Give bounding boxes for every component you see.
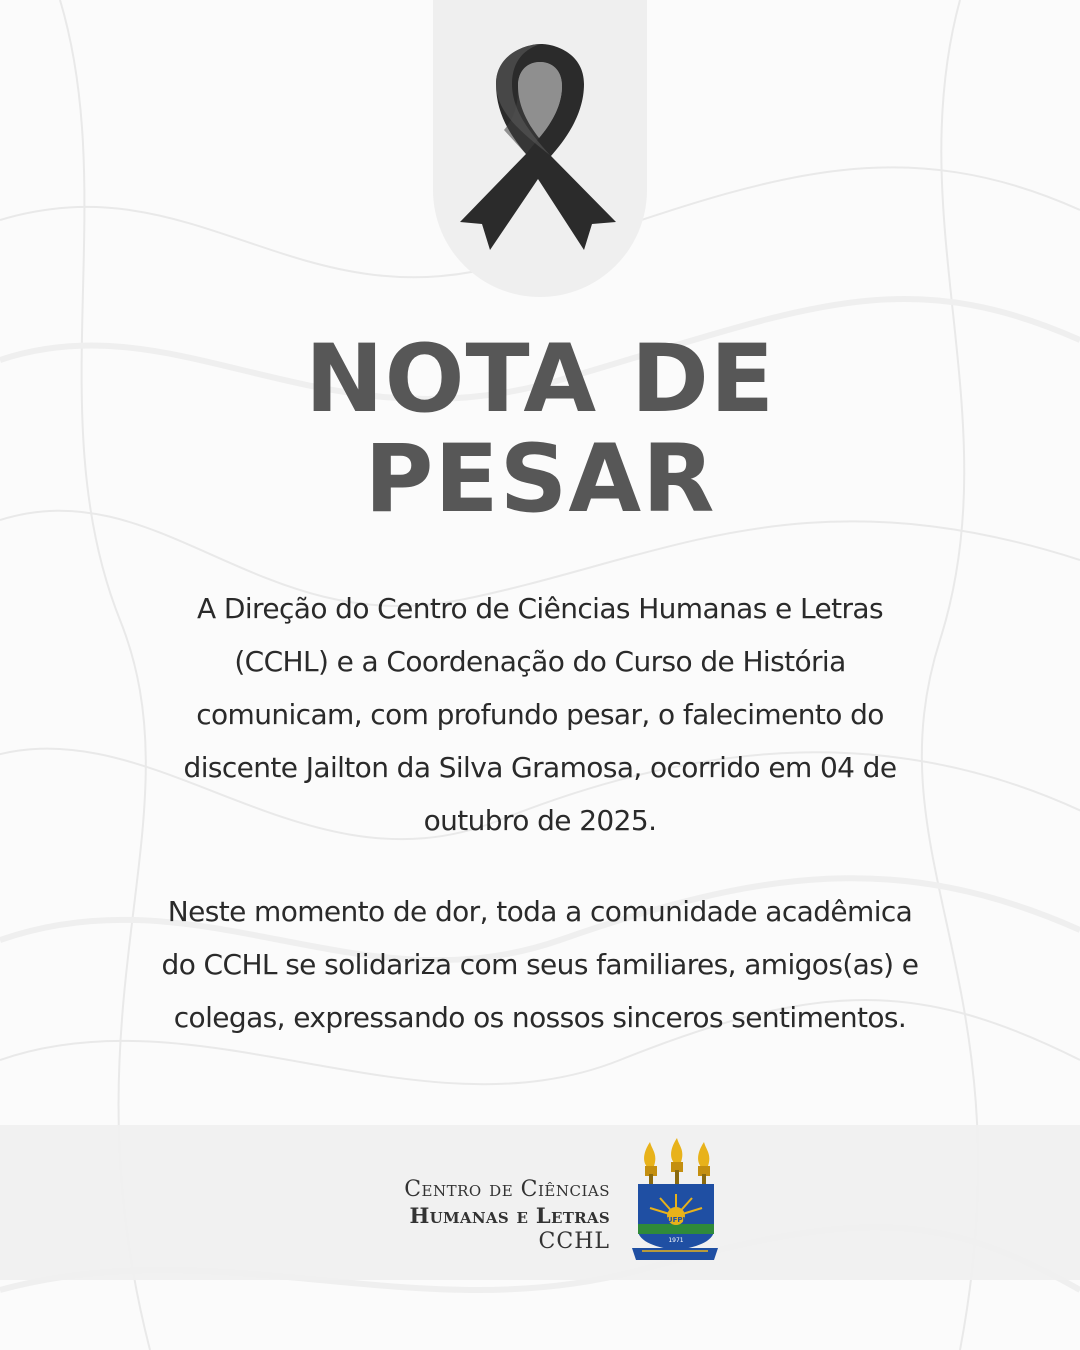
institution-line-1: Centro de Ciências — [404, 1177, 610, 1202]
ufpi-crest-icon — [630, 1138, 720, 1266]
institution-name — [404, 1176, 610, 1255]
institution-line-2: Humanas e Letras — [409, 1203, 610, 1228]
announcement-line: (CCHL) e a Coordenação do Curso de História — [234, 645, 846, 678]
announcement-line: A Direção do Centro de Ciências Humanas e Letras — [197, 592, 883, 625]
title-line-2: PESAR — [364, 425, 716, 534]
condolence-paragraph — [110, 885, 970, 1044]
institution-acronym: CCHL — [538, 1229, 610, 1254]
page-title — [0, 325, 1080, 534]
condolence-line: do CCHL se solidariza com seus familiares, amigos(as) e — [161, 948, 919, 981]
mourning-ribbon-icon — [456, 44, 626, 259]
announcement-paragraph — [110, 582, 970, 847]
title-line-1: NOTA DE — [304, 325, 776, 434]
announcement-line: comunicam, com profundo pesar, o falecimento do — [196, 698, 884, 731]
crest-label: UFPI — [666, 1216, 686, 1224]
condolence-line: colegas, expressando os nossos sinceros sentimentos. — [173, 1001, 907, 1034]
crest-year: 1971 — [668, 1237, 684, 1244]
condolence-line: Neste momento de dor, toda a comunidade acadêmica — [167, 895, 913, 928]
announcement-line: outubro de 2025. — [423, 804, 657, 837]
announcement-line: discente Jailton da Silva Gramosa, ocorrido em 04 de — [183, 751, 897, 784]
